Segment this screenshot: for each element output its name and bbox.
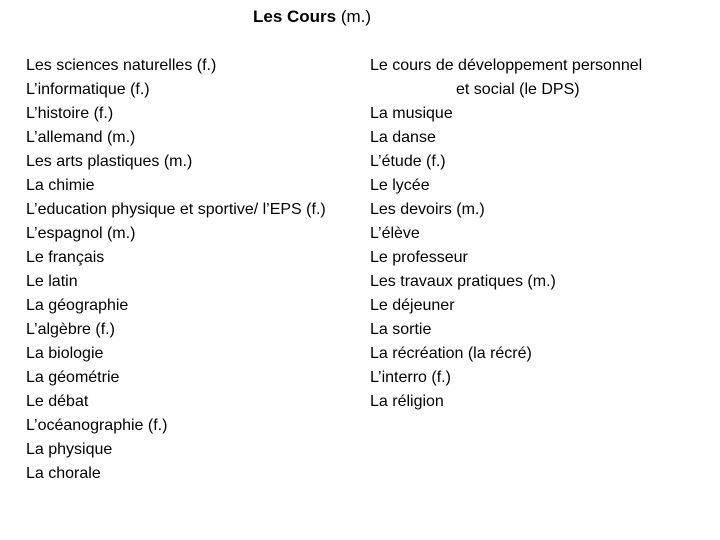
vocab-item: L’interro (f.)	[370, 369, 451, 386]
vocab-item: Le latin	[26, 273, 78, 290]
vocab-item: La chimie	[26, 177, 95, 194]
title-gender: (m.)	[336, 7, 372, 26]
vocab-item: La sortie	[370, 321, 432, 338]
vocab-item: L’allemand (m.)	[26, 129, 136, 146]
vocab-item: Le professeur	[370, 249, 468, 266]
vocab-item: Le lycée	[370, 177, 430, 194]
right-vocab-column	[370, 54, 642, 414]
vocab-item: La géographie	[26, 297, 129, 314]
vocab-item: L’élève	[370, 225, 420, 242]
vocab-item: La musique	[370, 105, 453, 122]
vocab-item: L’histoire (f.)	[26, 105, 114, 122]
vocab-item: Les arts plastiques (m.)	[26, 153, 193, 170]
title-main: Les Cours	[253, 7, 337, 26]
vocab-item: L’algèbre (f.)	[26, 321, 115, 338]
vocab-item: Le débat	[26, 393, 89, 410]
page-title	[253, 6, 371, 28]
vocab-item: L’océanographie (f.)	[26, 417, 168, 434]
vocab-item: La physique	[26, 441, 113, 458]
vocab-item: Le cours de développement personnel	[370, 57, 643, 74]
vocab-item: La récréation (la récré)	[370, 345, 532, 362]
vocab-item: La géométrie	[26, 369, 120, 386]
vocab-item: L’étude (f.)	[370, 153, 446, 170]
left-vocab-column	[26, 54, 326, 486]
vocab-item: Le français	[26, 249, 105, 266]
vocab-item: L’education physique et sportive/ l’EPS (f.)	[26, 201, 326, 218]
vocab-item: La danse	[370, 129, 436, 146]
vocab-item: La biologie	[26, 345, 104, 362]
vocab-item: Le déjeuner	[370, 297, 455, 314]
vocab-item: Les travaux pratiques (m.)	[370, 273, 556, 290]
vocab-item: La chorale	[26, 465, 101, 482]
vocab-item: La réligion	[370, 393, 444, 410]
vocab-item: L’espagnol (m.)	[26, 225, 136, 242]
vocab-item: Les sciences naturelles (f.)	[26, 57, 217, 74]
vocab-item: Les devoirs (m.)	[370, 201, 485, 218]
vocab-item: L’informatique (f.)	[26, 81, 150, 98]
vocab-item-continuation: et social (le DPS)	[456, 81, 580, 98]
